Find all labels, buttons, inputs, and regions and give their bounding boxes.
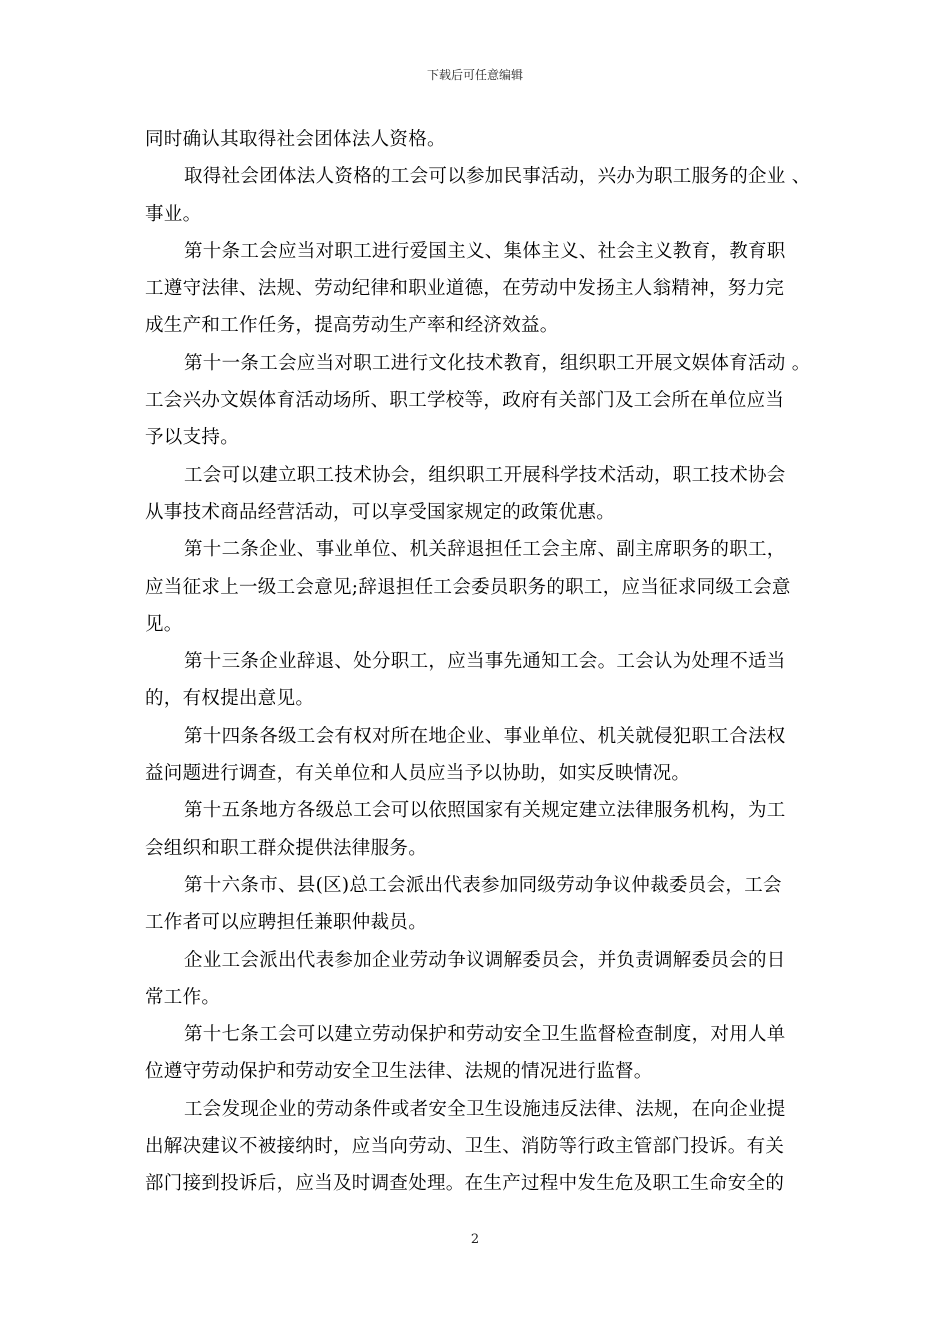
text-line: 工作者可以应聘担任兼职仲裁员。: [145, 912, 428, 934]
text-line: 取得社会团体法人资格的工会可以参加民事活动，兴办为职工服务的企业 、: [184, 166, 811, 188]
text-line: 工遵守法律、法规、劳动纪律和职业道德，在劳动中发扬主人翁精神，努力完: [145, 278, 785, 300]
page-number: 2: [470, 1232, 480, 1247]
text-line: 工会发现企业的劳动条件或者安全卫生设施违反法律、法规，在向企业提: [184, 1098, 786, 1120]
text-line: 见。: [145, 613, 183, 635]
text-line: 第十四条各级工会有权对所在地企业、事业单位、机关就侵犯职工合法权: [184, 725, 786, 747]
text-line: 应当征求上一级工会意见;辞退担任工会委员职务的职工，应当征求同级工会意: [145, 576, 791, 598]
text-line: 工会可以建立职工技术协会，组织职工开展科学技术活动，职工技术协会: [184, 464, 786, 486]
text-line: 部门接到投诉后，应当及时调查处理。在生产过程中发生危及职工生命安全的: [145, 1173, 785, 1195]
text-line: 位遵守劳动保护和劳动安全卫生法律、法规的情况进行监督。: [145, 1061, 653, 1083]
text-line: 第十条工会应当对职工进行爱国主义、集体主义、社会主义教育，教育职: [184, 240, 786, 262]
text-line: 从事技术商品经营活动，可以享受国家规定的政策优惠。: [145, 501, 616, 523]
page-header: 下载后可任意编辑: [426, 68, 523, 82]
text-line: 出解决建议不被接纳时，应当向劳动、卫生、消防等行政主管部门投诉。有关: [145, 1136, 785, 1158]
text-line: 第十六条市、县(区)总工会派出代表参加同级劳动争议仲裁委员会，工会: [184, 874, 782, 896]
text-line: 工会兴办文娱体育活动场所、职工学校等，政府有关部门及工会所在单位应当: [145, 390, 785, 412]
text-line: 同时确认其取得社会团体法人资格。: [145, 129, 446, 150]
text-line: 第十二条企业、事业单位、机关辞退担任工会主席、副主席职务的职工，: [184, 539, 786, 561]
text-line: 益问题进行调查，有关单位和人员应当予以协助，如实反映情况。: [145, 763, 691, 785]
text-line: 第十五条地方各级总工会可以依照国家有关规定建立法律服务机构，为工: [184, 800, 786, 822]
text-line: 予以支持。: [145, 427, 240, 449]
text-line: 企业工会派出代表参加企业劳动争议调解委员会，并负责调解委员会的日: [184, 949, 786, 971]
text-line: 第十一条工会应当对职工进行文化技术教育，组织职工开展文娱体育活动 。: [184, 352, 811, 374]
text-line: 会组织和职工群众提供法律服务。: [145, 837, 428, 859]
text-line: 的，有权提出意见。: [145, 688, 315, 710]
text-line: 事业。: [145, 203, 202, 225]
body-text: [145, 121, 823, 1203]
text-line: 成生产和工作任务，提高劳动生产率和经济效益。: [145, 315, 559, 337]
text-line: 第十七条工会可以建立劳动保护和劳动安全卫生监督检查制度，对用人单: [184, 1024, 786, 1046]
text-line: 第十三条企业辞退、处分职工，应当事先通知工会。工会认为处理不适当: [184, 651, 786, 673]
text-line: 常工作。: [145, 986, 221, 1008]
